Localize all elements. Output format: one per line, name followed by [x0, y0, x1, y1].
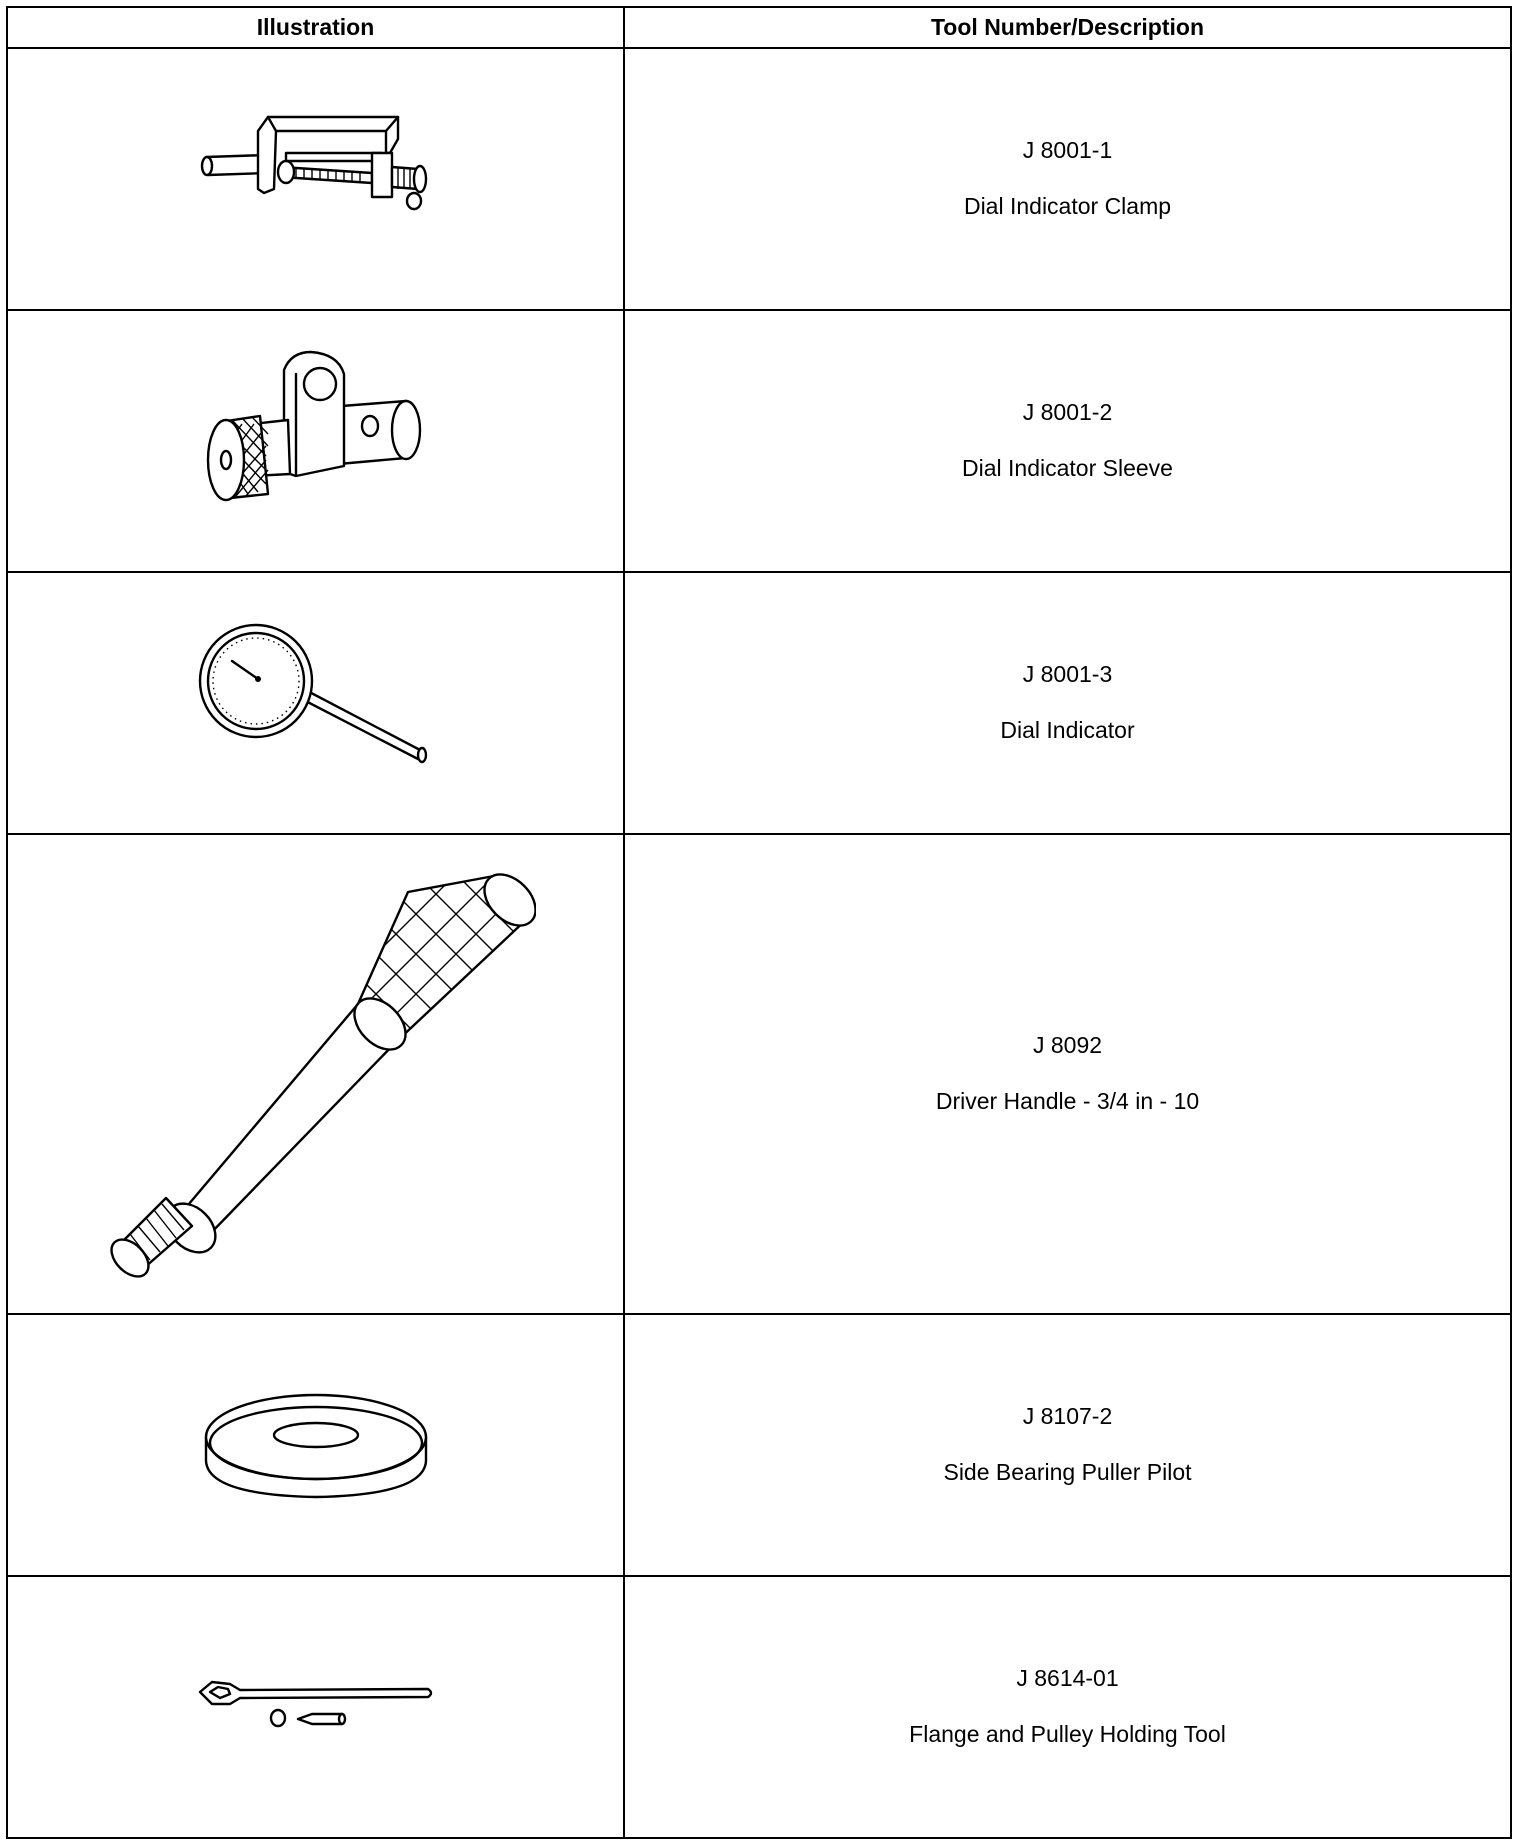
table-row [7, 834, 1511, 1314]
illustration-cell [7, 310, 624, 572]
table-row [7, 1576, 1511, 1838]
driver-handle-icon [96, 854, 536, 1294]
illustration-cell [7, 48, 624, 310]
header-tool-number-description: Tool Number/Description [624, 7, 1511, 48]
table-row [7, 48, 1511, 310]
table-row [7, 1314, 1511, 1576]
tool-description-cell [624, 1314, 1511, 1576]
illustration-cell [7, 1314, 624, 1576]
tool-description-cell [624, 1576, 1511, 1838]
tool-number: J 8001-3 [1022, 661, 1113, 688]
illustration-cell [7, 572, 624, 834]
tool-description-cell [624, 310, 1511, 572]
tool-description: Side Bearing Puller Pilot [943, 1459, 1192, 1485]
tool-number: J 8001-2 [1022, 399, 1113, 426]
tool-description-cell [624, 834, 1511, 1314]
header-illustration: Illustration [7, 7, 624, 48]
illustration-cell [7, 1576, 624, 1838]
tool-description: Dial Indicator [1000, 717, 1135, 743]
tool-number: J 8092 [1032, 1032, 1103, 1059]
table-row [7, 572, 1511, 834]
tool-number: J 8001-1 [1022, 137, 1113, 164]
illustration-cell [7, 834, 624, 1314]
tool-number: J 8107-2 [1022, 1403, 1113, 1430]
dial-indicator-icon [196, 623, 436, 783]
tool-number: J 8614-01 [1016, 1665, 1119, 1692]
dial-indicator-clamp-icon [186, 109, 446, 249]
puller-pilot-icon [196, 1385, 436, 1505]
tool-description-cell [624, 48, 1511, 310]
tool-description: Flange and Pulley Holding Tool [909, 1721, 1226, 1747]
tool-table [6, 6, 1512, 1839]
tool-description: Dial Indicator Clamp [963, 193, 1172, 219]
table-row [7, 310, 1511, 572]
tool-description: Driver Handle - 3/4 in - 10 [935, 1088, 1200, 1114]
holding-tool-icon [196, 1672, 436, 1742]
tool-description-cell [624, 572, 1511, 834]
table-header-row [7, 7, 1511, 48]
tool-description: Dial Indicator Sleeve [962, 455, 1173, 481]
dial-indicator-sleeve-icon [196, 346, 436, 536]
